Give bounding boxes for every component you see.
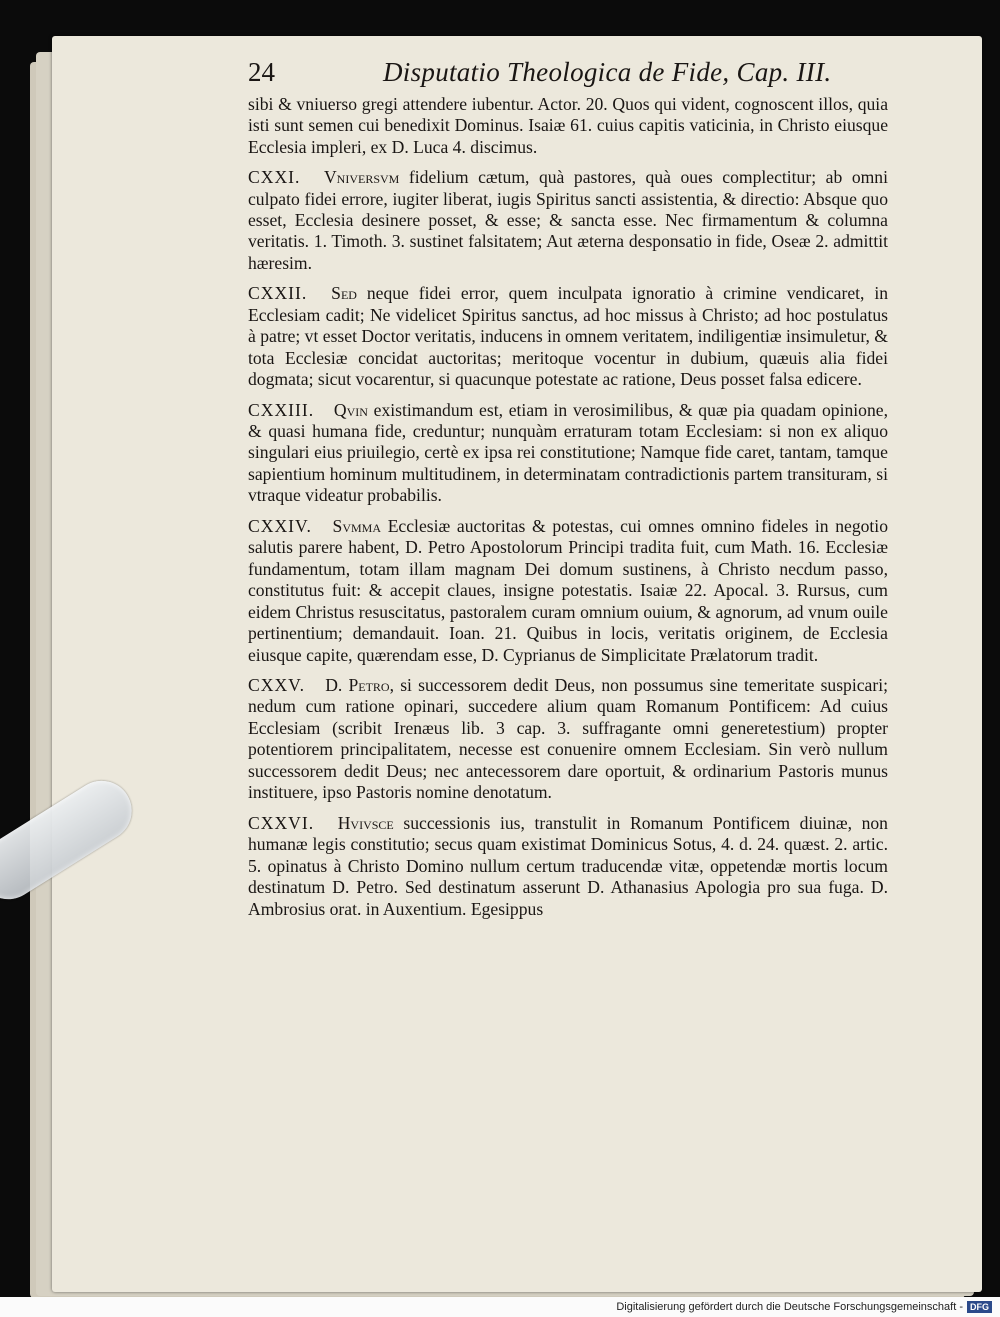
paragraph-text: existimandum est, etiam in verosimilibus, & quæ pia quadam opinione, & quasi humana fide, creduntur; nunquàm erraturam totam Ecclesiam: si non ex aliquo singulari eius priuilegio, certè ex ipsa rei constitutione; Namque fide caret, tantam, tamque sapientium hominum multitudinem, in determinatam contradictionis partem transituram, si vtraque videatur probabilis. (248, 399, 888, 506)
paragraph-cxxiv (248, 516, 888, 666)
paragraph-incipit: D. Petro, (325, 675, 394, 696)
paragraph-text: successionis ius, transtulit in Romanum Pontificem diuinæ, non humanæ legis constitutio; secus quam existimat Dominicus Sotus, 4. d. 24. quæst. 2. artic. 5. opinatus à Christo Domino nullum certum traducendæ vitæ, oppetendæ mortis locum destinatum D. Petro. Sed destinatum asserunt D. Athanasius Apologia pro sua fuga. D. Ambrosius orat. in Auxentium. Egesippus (248, 812, 888, 919)
paragraph-text: si successorem dedit Deus, non possumus sine temeritate suspicari; nedum cum ratione opinari, succedere alium quam Romanum Pontificem: Ad cuius Ecclesiam (scribit Irenæus lib. 3 cap. 3. suffragante omni generetestium) propter potentiorem principalitatem, necesse est conuenire omnem Ecclesiam. Sin verò nullum successorem dedit Deus; nec antecessorem dare oportuit, & ordinarium Pastoris munus instituere, ipso Pastoris nomine denotatum. (248, 675, 888, 803)
running-title: Disputatio Theologica de Fide, Cap. III. (383, 57, 832, 87)
paragraph-continuation (248, 94, 888, 158)
paragraph-text: Ecclesiæ auctoritas & potestas, cui omnes omnino fideles in negotio salutis parere habent, D. Petro Apostolorum Principi tradita fuit, cum Math. 16. Ecclesiæ fundamentum, totam illam magnam Dei domum sustinens, à Christo necdum passo, constitutus fuit: & accepit claues, insigne potestatis. Isaiæ 22. Apocal. 3. Rursus, cum eidem Christus resuscitatus, pastoralem curam omnium ouium, & agnorum, ad vnum ouile pertinentium; demandauit. Ioan. 21. Quibus in locis, veritatis originem, de Ecclesia eiusque capite, quærendam esse, D. Cyprianus de Simplicitate Prælatorum tradit. (248, 515, 888, 665)
paragraph-cxxv (248, 675, 888, 804)
paragraph-number: CXXIV. (248, 515, 312, 536)
paragraph-incipit: Qvin (333, 399, 368, 420)
paragraph-number: CXXIII. (248, 399, 315, 420)
paragraph-cxxiii (248, 400, 888, 507)
dfg-logo: DFG (967, 1301, 992, 1313)
digitization-footer (0, 1297, 1000, 1317)
paragraph-incipit: Sed (331, 283, 357, 304)
paragraph-cxxvi (248, 813, 888, 920)
page-header (248, 58, 888, 88)
paragraph-incipit: Vniversvm (323, 167, 400, 188)
paragraph-number: CXXVI. (248, 812, 315, 833)
paragraph-number: CXXII. (248, 283, 308, 304)
paragraph-incipit: Hvivsce (337, 812, 394, 833)
page-number: 24 (248, 57, 275, 87)
paragraph-cxxii (248, 283, 888, 390)
paragraph-text: sibi & vniuerso gregi attendere iubentur. Actor. 20. Quos qui vident, cognoscent illos, quia isti sunt semen cui benedixit Dominus. Isaiæ 61. cuius capitis vaticinia, in Christo eiusque Ecclesia impleri, ex D. Luca 4. discimus. (248, 93, 888, 157)
paragraph-number: CXXI. (248, 167, 301, 188)
paragraph-incipit: Svmma (332, 515, 381, 536)
paragraph-text: neque fidei error, quem inculpata ignoratio à crimine vendicaret, in Ecclesiam cadit; Ne videlicet Spiritus sanctus, ad hoc missus à Christo; ad hoc postulatus à patre; vt esset Doctor veritatis, inducens in omnem veritatem, indiligentiæ insimuletur, & tota Ecclesiæ concidat auctoritas; meritoque vocentur in dubium, quæuis alia fidei dogmata; sicut vocarentur, si quacunque potestate ac ratione, Deus posset falsa edicere. (248, 283, 888, 390)
page-text (248, 58, 888, 929)
footer-credit: Digitalisierung gefördert durch die Deutsche Forschungsgemeinschaft - (616, 1301, 963, 1313)
paragraph-number: CXXV. (248, 675, 305, 696)
paragraph-text: fidelium cætum, quà pastores, quà oues complectitur; ab omni culpato fidei errore, iugiter liberat, iugis Spiritus sancti assistentia, & directio: Absque quo esset, Ecclesia desinere posset, & esse; & sancta esse. Nec firmamentum & columna veritatis. 1. Timoth. 3. sustinet falsitatem; Aut æterna desponsatio in fide, Oseæ 2. admittit hæresim. (248, 167, 888, 273)
paragraph-cxxi (248, 167, 888, 274)
